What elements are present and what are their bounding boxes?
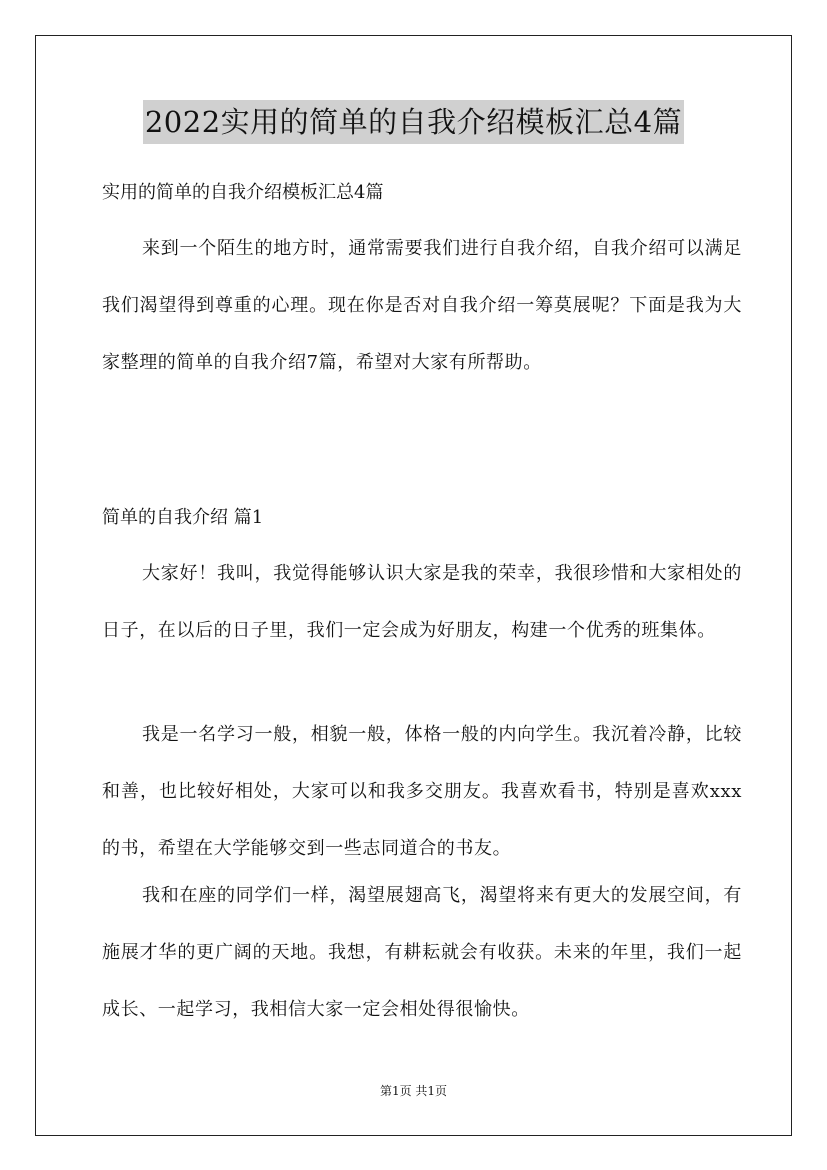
title-container: [0, 100, 827, 144]
body-paragraph: 大家好！我叫，我觉得能够认识大家是我的荣幸，我很珍惜和大家相处的日子，在以后的日子里，我们一定会成为好朋友，构建一个优秀的班集体。: [102, 563, 742, 641]
page-footer: 第1页 共1页: [379, 1084, 448, 1098]
document-subtitle: 实用的简单的自我介绍模板汇总4篇: [102, 182, 384, 203]
document-title: 2022实用的简单的自我介绍模板汇总4篇: [143, 100, 684, 144]
intro-paragraph: 来到一个陌生的地方时，通常需要我们进行自我介绍，自我介绍可以满足我们渴望得到尊重的心理。现在你是否对自我介绍一筹莫展呢？下面是我为大家整理的简单的自我介绍7篇，希望对大家有所帮助。: [102, 238, 742, 373]
section-heading: 简单的自我介绍 篇1: [102, 507, 264, 528]
body-paragraph: 我是一名学习一般，相貌一般，体格一般的内向学生。我沉着冷静，比较和善，也比较好相处，大家可以和我多交朋友。我喜欢看书，特别是喜欢xxx的书，希望在大学能够交到一些志同道合的书友。: [102, 724, 742, 859]
body-paragraph: 我和在座的同学们一样，渴望展翅高飞，渴望将来有更大的发展空间，有施展才华的更广阔的天地。我想，有耕耘就会有收获。未来的年里，我们一起成长、一起学习，我相信大家一定会相处得很愉快。: [102, 885, 742, 1020]
